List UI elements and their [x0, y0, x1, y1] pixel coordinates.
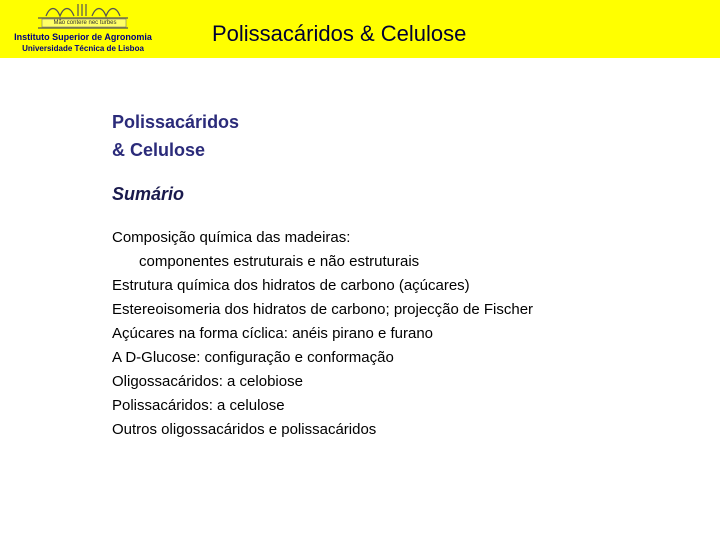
- slide-title-line-2: & Celulose: [112, 140, 206, 160]
- topic-item: A D-Glucose: configuração e conformação: [112, 349, 394, 366]
- header-band: [0, 0, 720, 58]
- topic-item: Polissacáridos: a celulose: [112, 397, 285, 414]
- institute-logo: [8, 2, 158, 56]
- topic-item: Açúcares na forma cíclica: anéis pirano e furano: [112, 325, 433, 342]
- header-title: Polissacáridos & Celulose: [212, 21, 467, 46]
- logo-institute-name: Instituto Superior de Agronomia: [14, 32, 152, 42]
- topic-list: [112, 226, 702, 442]
- topic-item: Estereoisomeria dos hidratos de carbono; projecção de Fischer: [112, 301, 534, 318]
- slide-title-line-1: Polissacáridos: [112, 112, 240, 132]
- topic-item: Outros oligossacáridos e polissacáridos: [112, 421, 377, 438]
- logo-university-name: Universidade Técnica de Lisboa: [22, 44, 144, 53]
- topic-item: Composição química das madeiras:: [112, 229, 351, 246]
- topic-item: Estrutura química dos hidratos de carbono (açúcares): [112, 277, 470, 294]
- section-heading: Sumário: [112, 184, 185, 204]
- topic-item-indented: componentes estruturais e não estruturais: [139, 253, 420, 270]
- slide-title: [112, 108, 702, 164]
- logo-motto: Mão contere nec turbes: [53, 20, 117, 26]
- slide-content: [112, 108, 702, 442]
- topic-item: Oligossacáridos: a celobiose: [112, 373, 303, 390]
